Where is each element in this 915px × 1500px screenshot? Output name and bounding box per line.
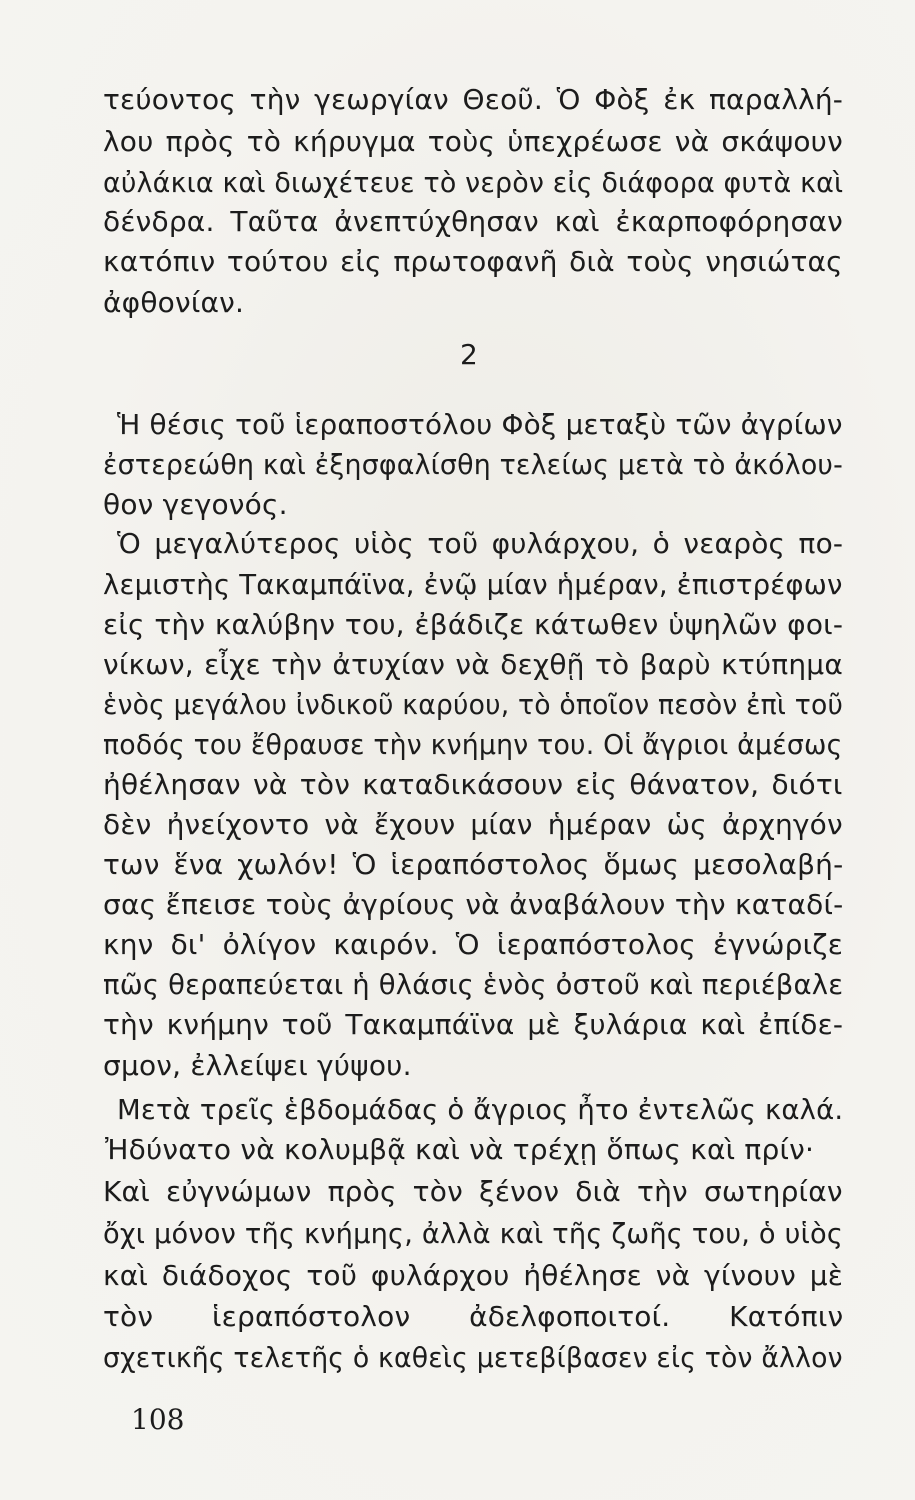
text-line: Ὁ μεγαλύτερος υἱὸς τοῦ φυλάρχου, ὁ νεαρὸς πο- xyxy=(117,527,844,560)
text-line: σχετικῆς τελετῆς ὁ καθεὶς μετεβίβασεν εἰς τὸν ἄλλον xyxy=(103,1341,843,1374)
page-number: 108 xyxy=(131,1403,185,1436)
text-line: δένδρα. Ταῦτα ἀνεπτύχθησαν καὶ ἐκαρποφόρησαν xyxy=(103,205,843,238)
text-line: λεμιστὴς Τακαμπάϊνα, ἐνῷ μίαν ἡμέραν, ἐπιστρέφων xyxy=(103,568,843,601)
text-line: κην δι' ὀλίγον καιρόν. Ὁ ἱεραπόστολος ἐγνώριζε xyxy=(103,928,844,961)
text-line: λου πρὸς τὸ κήρυγμα τοὺς ὑπεχρέωσε νὰ σκάψουν xyxy=(103,125,843,158)
text-line: θον γεγονός. xyxy=(103,488,288,521)
text-line: ἠθέλησαν νὰ τὸν καταδικάσουν εἰς θάνατον, διότι xyxy=(103,768,843,801)
text-line: Ἡ θέσις τοῦ ἱεραποστόλου Φὸξ μεταξὺ τῶν ἀγρίων xyxy=(117,408,843,441)
text-line: ἐστερεώθη καὶ ἐξησφαλίσθη τελείως μετὰ τὸ ἀκόλου- xyxy=(103,448,843,481)
text-line: των ἕνα χωλόν! Ὁ ἱεραπόστολος ὅμως μεσολαβή- xyxy=(103,848,844,881)
text-line: τὸν ἱεραπόστολον ἀδελφοποιτοί. Κατόπιν xyxy=(103,1300,844,1333)
text-line: αὐλάκια καὶ διωχέτευε τὸ νερὸν εἰς διάφορα φυτὰ καὶ xyxy=(103,166,844,199)
text-line: ἀφθονίαν. xyxy=(103,286,245,319)
text-line: ἑνὸς μεγάλου ἰνδικοῦ καρύου, τὸ ὁποῖον πεσὸν ἐπὶ τοῦ xyxy=(103,688,844,721)
text-line: κατόπιν τούτου εἰς πρωτοφανῆ διὰ τοὺς νησιώτας xyxy=(103,245,843,278)
text-line: Μετὰ τρεῖς ἑβδομάδας ὁ ἄγριος ἦτο ἐντελῶς καλά. xyxy=(117,1093,844,1126)
text-line: νίκων, εἶχε τὴν ἀτυχίαν νὰ δεχθῇ τὸ βαρὺ κτύπημα xyxy=(103,648,843,681)
text-line: Καὶ εὐγνώμων πρὸς τὸν ξένον διὰ τὴν σωτηρίαν xyxy=(103,1175,843,1208)
text-line: ποδός του ἔθραυσε τὴν κνήμην του. Οἱ ἄγριοι ἀμέσως xyxy=(103,728,843,761)
section-number: 2 xyxy=(460,338,478,371)
text-line: σας ἔπεισε τοὺς ἀγρίους νὰ ἀναβάλουν τὴν καταδί- xyxy=(103,888,844,921)
text-line: σμον, ἐλλείψει γύψου. xyxy=(103,1049,412,1082)
text-line: δὲν ἠνείχοντο νὰ ἔχουν μίαν ἡμέραν ὡς ἀρχηγόν xyxy=(103,808,843,841)
text-line: καὶ διάδοχος τοῦ φυλάρχου ἠθέλησε νὰ γίνουν μὲ xyxy=(103,1259,844,1292)
text-line: πῶς θεραπεύεται ἡ θλάσις ἑνὸς ὀστοῦ καὶ περιέβαλε xyxy=(103,968,844,1001)
text-line: Ἠδύνατο νὰ κολυμβᾷ καὶ νὰ τρέχῃ ὅπως καὶ πρίν· xyxy=(105,1133,815,1166)
text-line: τὴν κνήμην τοῦ Τακαμπάϊνα μὲ ξυλάρια καὶ ἐπίδε- xyxy=(103,1008,844,1041)
text-line: τεύοντος τὴν γεωργίαν Θεοῦ. Ὁ Φὸξ ἐκ παραλλή- xyxy=(103,83,844,116)
text-line: εἰς τὴν καλύβην του, ἐβάδιζε κάτωθεν ὑψηλῶν φοι- xyxy=(103,608,844,641)
text-line: ὄχι μόνον τῆς κνήμης, ἀλλὰ καὶ τῆς ζωῆς του, ὁ υἱὸς xyxy=(103,1217,844,1250)
